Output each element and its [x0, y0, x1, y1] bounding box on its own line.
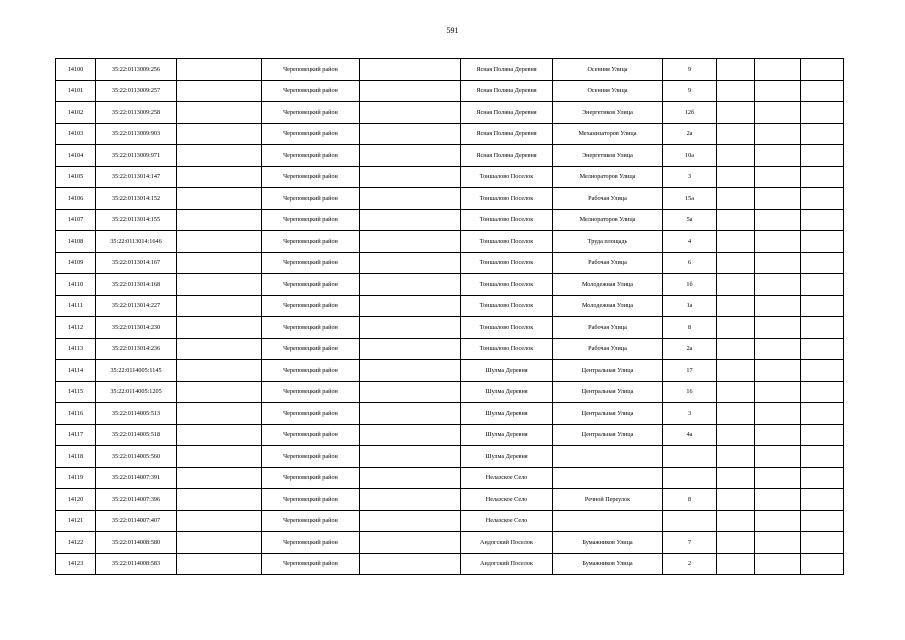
- empty-cell: [360, 489, 461, 511]
- district-cell: Череповецкий район: [262, 252, 360, 274]
- house-number-cell: 4а: [663, 424, 717, 446]
- district-cell: Череповецкий район: [262, 209, 360, 231]
- empty-cell: [801, 446, 844, 468]
- street-cell: [553, 467, 663, 489]
- house-number-cell: 16: [663, 381, 717, 403]
- registry-table: [55, 58, 844, 575]
- settlement-cell: Тоншалово Поселок: [461, 252, 553, 274]
- settlement-cell: Нелазское Село: [461, 467, 553, 489]
- empty-cell: [755, 467, 801, 489]
- empty-cell: [801, 145, 844, 167]
- empty-cell: [177, 166, 262, 188]
- row-number-cell: 14112: [56, 317, 96, 339]
- empty-cell: [360, 145, 461, 167]
- empty-cell: [717, 295, 755, 317]
- empty-cell: [360, 553, 461, 575]
- empty-cell: [801, 59, 844, 81]
- empty-cell: [801, 403, 844, 425]
- cadastral-number-cell: 35:22:0113014:167: [96, 252, 177, 274]
- empty-cell: [177, 123, 262, 145]
- district-cell: Череповецкий район: [262, 317, 360, 339]
- house-number-cell: 9: [663, 59, 717, 81]
- street-cell: Молодежная Улица: [553, 274, 663, 296]
- district-cell: Череповецкий район: [262, 360, 360, 382]
- district-cell: Череповецкий район: [262, 231, 360, 253]
- cadastral-number-cell: 35:22:0114008:583: [96, 553, 177, 575]
- empty-cell: [717, 80, 755, 102]
- empty-cell: [801, 102, 844, 124]
- cadastral-number-cell: 35:22:0113014:152: [96, 188, 177, 210]
- empty-cell: [755, 231, 801, 253]
- empty-cell: [717, 252, 755, 274]
- street-cell: Речной Переулок: [553, 489, 663, 511]
- cadastral-number-cell: 35:22:0113014:1646: [96, 231, 177, 253]
- district-cell: Череповецкий район: [262, 381, 360, 403]
- empty-cell: [177, 317, 262, 339]
- empty-cell: [177, 532, 262, 554]
- empty-cell: [360, 166, 461, 188]
- empty-cell: [360, 446, 461, 468]
- empty-cell: [177, 231, 262, 253]
- district-cell: Череповецкий район: [262, 338, 360, 360]
- settlement-cell: Тоншалово Поселок: [461, 209, 553, 231]
- settlement-cell: Шулма Деревня: [461, 446, 553, 468]
- empty-cell: [717, 145, 755, 167]
- empty-cell: [755, 489, 801, 511]
- empty-cell: [801, 317, 844, 339]
- settlement-cell: Ясная Поляна Деревня: [461, 145, 553, 167]
- table-row: [56, 553, 844, 575]
- empty-cell: [801, 489, 844, 511]
- street-cell: [553, 510, 663, 532]
- page-number: 591: [446, 26, 459, 35]
- empty-cell: [755, 188, 801, 210]
- cadastral-number-cell: 35:22:0114005:1145: [96, 360, 177, 382]
- empty-cell: [360, 209, 461, 231]
- empty-cell: [755, 145, 801, 167]
- row-number-cell: 14118: [56, 446, 96, 468]
- street-cell: Труда площадь: [553, 231, 663, 253]
- empty-cell: [360, 467, 461, 489]
- street-cell: Центральная Улица: [553, 424, 663, 446]
- table-row: [56, 510, 844, 532]
- cadastral-number-cell: 35:22:0113009:256: [96, 59, 177, 81]
- district-cell: Череповецкий район: [262, 80, 360, 102]
- empty-cell: [177, 510, 262, 532]
- cadastral-number-cell: 35:22:0114005:513: [96, 403, 177, 425]
- street-cell: Бумажников Улица: [553, 553, 663, 575]
- row-number-cell: 14116: [56, 403, 96, 425]
- house-number-cell: 1б: [663, 274, 717, 296]
- district-cell: Череповецкий район: [262, 59, 360, 81]
- district-cell: Череповецкий район: [262, 489, 360, 511]
- settlement-cell: Ясная Поляна Деревня: [461, 123, 553, 145]
- row-number-cell: 14110: [56, 274, 96, 296]
- settlement-cell: Тоншалово Поселок: [461, 338, 553, 360]
- house-number-cell: 4: [663, 231, 717, 253]
- settlement-cell: Нелазское Село: [461, 510, 553, 532]
- row-number-cell: 14120: [56, 489, 96, 511]
- house-number-cell: 10а: [663, 145, 717, 167]
- cadastral-number-cell: 35:22:0113009:903: [96, 123, 177, 145]
- street-cell: Мелиораторов Улица: [553, 166, 663, 188]
- empty-cell: [801, 295, 844, 317]
- table-row: [56, 80, 844, 102]
- district-cell: Череповецкий район: [262, 532, 360, 554]
- empty-cell: [360, 80, 461, 102]
- empty-cell: [177, 467, 262, 489]
- empty-cell: [717, 467, 755, 489]
- district-cell: Череповецкий район: [262, 274, 360, 296]
- district-cell: Череповецкий район: [262, 424, 360, 446]
- table-row: [56, 231, 844, 253]
- house-number-cell: 2а: [663, 338, 717, 360]
- row-number-cell: 14100: [56, 59, 96, 81]
- settlement-cell: Андогский Поселок: [461, 553, 553, 575]
- empty-cell: [801, 274, 844, 296]
- empty-cell: [177, 102, 262, 124]
- cadastral-number-cell: 35:22:0114007:391: [96, 467, 177, 489]
- empty-cell: [177, 59, 262, 81]
- settlement-cell: Тоншалово Поселок: [461, 317, 553, 339]
- house-number-cell: 12б: [663, 102, 717, 124]
- street-cell: Молодежная Улица: [553, 295, 663, 317]
- row-number-cell: 14109: [56, 252, 96, 274]
- empty-cell: [755, 252, 801, 274]
- table-row: [56, 252, 844, 274]
- empty-cell: [801, 467, 844, 489]
- cadastral-number-cell: 35:22:0113009:258: [96, 102, 177, 124]
- district-cell: Череповецкий район: [262, 123, 360, 145]
- empty-cell: [360, 360, 461, 382]
- row-number-cell: 14107: [56, 209, 96, 231]
- street-cell: Механизаторов Улица: [553, 123, 663, 145]
- table-row: [56, 295, 844, 317]
- cadastral-number-cell: 35:22:0113009:971: [96, 145, 177, 167]
- settlement-cell: Шулма Деревня: [461, 381, 553, 403]
- table-row: [56, 381, 844, 403]
- street-cell: [553, 446, 663, 468]
- settlement-cell: Ясная Поляна Деревня: [461, 59, 553, 81]
- table-row: [56, 209, 844, 231]
- empty-cell: [360, 317, 461, 339]
- empty-cell: [177, 424, 262, 446]
- empty-cell: [755, 532, 801, 554]
- empty-cell: [717, 532, 755, 554]
- empty-cell: [801, 252, 844, 274]
- table-row: [56, 166, 844, 188]
- cadastral-number-cell: 35:22:0114007:407: [96, 510, 177, 532]
- empty-cell: [177, 145, 262, 167]
- row-number-cell: 14123: [56, 553, 96, 575]
- settlement-cell: Тоншалово Поселок: [461, 231, 553, 253]
- empty-cell: [717, 338, 755, 360]
- street-cell: Бумажников Улица: [553, 532, 663, 554]
- empty-cell: [177, 80, 262, 102]
- house-number-cell: 8: [663, 489, 717, 511]
- empty-cell: [360, 188, 461, 210]
- house-number-cell: 15а: [663, 188, 717, 210]
- empty-cell: [177, 274, 262, 296]
- table-row: [56, 532, 844, 554]
- district-cell: Череповецкий район: [262, 145, 360, 167]
- row-number-cell: 14111: [56, 295, 96, 317]
- empty-cell: [801, 424, 844, 446]
- empty-cell: [801, 510, 844, 532]
- empty-cell: [755, 102, 801, 124]
- empty-cell: [755, 274, 801, 296]
- street-cell: Рабочая Улица: [553, 252, 663, 274]
- empty-cell: [177, 381, 262, 403]
- empty-cell: [801, 188, 844, 210]
- empty-cell: [755, 80, 801, 102]
- street-cell: Энергетиков Улица: [553, 145, 663, 167]
- empty-cell: [755, 424, 801, 446]
- street-cell: Рабочая Улица: [553, 188, 663, 210]
- empty-cell: [177, 338, 262, 360]
- settlement-cell: Ясная Поляна Деревня: [461, 80, 553, 102]
- table-row: [56, 403, 844, 425]
- empty-cell: [360, 338, 461, 360]
- table-row: [56, 338, 844, 360]
- district-cell: Череповецкий район: [262, 467, 360, 489]
- settlement-cell: Тоншалово Поселок: [461, 188, 553, 210]
- district-cell: Череповецкий район: [262, 403, 360, 425]
- street-cell: Энергетиков Улица: [553, 102, 663, 124]
- empty-cell: [717, 123, 755, 145]
- house-number-cell: 7: [663, 532, 717, 554]
- empty-cell: [755, 510, 801, 532]
- table-row: [56, 467, 844, 489]
- house-number-cell: 1а: [663, 295, 717, 317]
- empty-cell: [755, 123, 801, 145]
- district-cell: Череповецкий район: [262, 553, 360, 575]
- row-number-cell: 14113: [56, 338, 96, 360]
- empty-cell: [755, 59, 801, 81]
- row-number-cell: 14122: [56, 532, 96, 554]
- table-row: [56, 424, 844, 446]
- empty-cell: [801, 532, 844, 554]
- cadastral-number-cell: 35:22:0114008:580: [96, 532, 177, 554]
- cadastral-number-cell: 35:22:0113014:168: [96, 274, 177, 296]
- row-number-cell: 14103: [56, 123, 96, 145]
- street-cell: Центральная Улица: [553, 403, 663, 425]
- house-number-cell: 8: [663, 317, 717, 339]
- row-number-cell: 14114: [56, 360, 96, 382]
- house-number-cell: [663, 446, 717, 468]
- table-row: [56, 360, 844, 382]
- district-cell: Череповецкий район: [262, 166, 360, 188]
- house-number-cell: 2а: [663, 123, 717, 145]
- empty-cell: [755, 553, 801, 575]
- table-row: [56, 274, 844, 296]
- empty-cell: [755, 403, 801, 425]
- empty-cell: [801, 80, 844, 102]
- house-number-cell: 3: [663, 403, 717, 425]
- empty-cell: [717, 102, 755, 124]
- empty-cell: [755, 360, 801, 382]
- empty-cell: [717, 489, 755, 511]
- empty-cell: [360, 123, 461, 145]
- table-row: [56, 188, 844, 210]
- cadastral-number-cell: 35:22:0114005:518: [96, 424, 177, 446]
- empty-cell: [717, 424, 755, 446]
- empty-cell: [717, 360, 755, 382]
- cadastral-number-cell: 35:22:0114007:396: [96, 489, 177, 511]
- empty-cell: [801, 360, 844, 382]
- empty-cell: [755, 381, 801, 403]
- empty-cell: [717, 188, 755, 210]
- street-cell: Осенняя Улица: [553, 80, 663, 102]
- row-number-cell: 14117: [56, 424, 96, 446]
- house-number-cell: 5а: [663, 209, 717, 231]
- empty-cell: [755, 446, 801, 468]
- empty-cell: [717, 381, 755, 403]
- empty-cell: [177, 295, 262, 317]
- table-row: [56, 102, 844, 124]
- district-cell: Череповецкий район: [262, 102, 360, 124]
- empty-cell: [717, 166, 755, 188]
- street-cell: Рабочая Улица: [553, 317, 663, 339]
- empty-cell: [755, 209, 801, 231]
- house-number-cell: 3: [663, 166, 717, 188]
- row-number-cell: 14121: [56, 510, 96, 532]
- empty-cell: [360, 424, 461, 446]
- street-cell: Осенняя Улица: [553, 59, 663, 81]
- cadastral-number-cell: 35:22:0113014:227: [96, 295, 177, 317]
- street-cell: Центральная Улица: [553, 381, 663, 403]
- empty-cell: [755, 166, 801, 188]
- empty-cell: [360, 102, 461, 124]
- row-number-cell: 14115: [56, 381, 96, 403]
- empty-cell: [360, 510, 461, 532]
- street-cell: Рабочая Улица: [553, 338, 663, 360]
- street-cell: Центральная Улица: [553, 360, 663, 382]
- empty-cell: [717, 403, 755, 425]
- settlement-cell: Андогский Поселок: [461, 532, 553, 554]
- empty-cell: [177, 489, 262, 511]
- cadastral-number-cell: 35:22:0113014:230: [96, 317, 177, 339]
- empty-cell: [755, 295, 801, 317]
- empty-cell: [717, 59, 755, 81]
- cadastral-number-cell: 35:22:0113009:257: [96, 80, 177, 102]
- table-row: [56, 489, 844, 511]
- settlement-cell: Ясная Поляна Деревня: [461, 102, 553, 124]
- empty-cell: [717, 553, 755, 575]
- empty-cell: [360, 381, 461, 403]
- empty-cell: [360, 532, 461, 554]
- empty-cell: [177, 403, 262, 425]
- registry-table-body: [56, 59, 844, 575]
- district-cell: Череповецкий район: [262, 188, 360, 210]
- settlement-cell: Тоншалово Поселок: [461, 166, 553, 188]
- empty-cell: [801, 209, 844, 231]
- cadastral-number-cell: 35:22:0113014:236: [96, 338, 177, 360]
- row-number-cell: 14105: [56, 166, 96, 188]
- table-row: [56, 145, 844, 167]
- empty-cell: [360, 252, 461, 274]
- empty-cell: [177, 188, 262, 210]
- empty-cell: [717, 209, 755, 231]
- house-number-cell: 9: [663, 80, 717, 102]
- empty-cell: [360, 274, 461, 296]
- settlement-cell: Шулма Деревня: [461, 360, 553, 382]
- empty-cell: [360, 231, 461, 253]
- table-row: [56, 317, 844, 339]
- empty-cell: [755, 338, 801, 360]
- empty-cell: [717, 510, 755, 532]
- empty-cell: [360, 403, 461, 425]
- house-number-cell: [663, 510, 717, 532]
- table-row: [56, 123, 844, 145]
- empty-cell: [177, 360, 262, 382]
- settlement-cell: Шулма Деревня: [461, 403, 553, 425]
- empty-cell: [801, 231, 844, 253]
- table-row: [56, 59, 844, 81]
- empty-cell: [801, 381, 844, 403]
- row-number-cell: 14104: [56, 145, 96, 167]
- row-number-cell: 14119: [56, 467, 96, 489]
- row-number-cell: 14102: [56, 102, 96, 124]
- empty-cell: [177, 446, 262, 468]
- district-cell: Череповецкий район: [262, 446, 360, 468]
- row-number-cell: 14101: [56, 80, 96, 102]
- settlement-cell: Нелазское Село: [461, 489, 553, 511]
- table-row: [56, 446, 844, 468]
- empty-cell: [360, 59, 461, 81]
- empty-cell: [177, 252, 262, 274]
- empty-cell: [717, 317, 755, 339]
- empty-cell: [717, 274, 755, 296]
- cadastral-number-cell: 35:22:0113014:155: [96, 209, 177, 231]
- house-number-cell: [663, 467, 717, 489]
- empty-cell: [755, 317, 801, 339]
- empty-cell: [801, 338, 844, 360]
- district-cell: Череповецкий район: [262, 510, 360, 532]
- empty-cell: [801, 553, 844, 575]
- street-cell: Мелиораторов Улица: [553, 209, 663, 231]
- empty-cell: [360, 295, 461, 317]
- empty-cell: [801, 166, 844, 188]
- empty-cell: [717, 231, 755, 253]
- settlement-cell: Тоншалово Поселок: [461, 274, 553, 296]
- cadastral-number-cell: 35:22:0114005:1205: [96, 381, 177, 403]
- settlement-cell: Тоншалово Поселок: [461, 295, 553, 317]
- empty-cell: [801, 123, 844, 145]
- house-number-cell: 2: [663, 553, 717, 575]
- cadastral-number-cell: 35:22:0113014:147: [96, 166, 177, 188]
- row-number-cell: 14108: [56, 231, 96, 253]
- settlement-cell: Шулма Деревня: [461, 424, 553, 446]
- cadastral-number-cell: 35:22:0114005:560: [96, 446, 177, 468]
- empty-cell: [177, 553, 262, 575]
- empty-cell: [717, 446, 755, 468]
- empty-cell: [177, 209, 262, 231]
- house-number-cell: 17: [663, 360, 717, 382]
- district-cell: Череповецкий район: [262, 295, 360, 317]
- row-number-cell: 14106: [56, 188, 96, 210]
- house-number-cell: 6: [663, 252, 717, 274]
